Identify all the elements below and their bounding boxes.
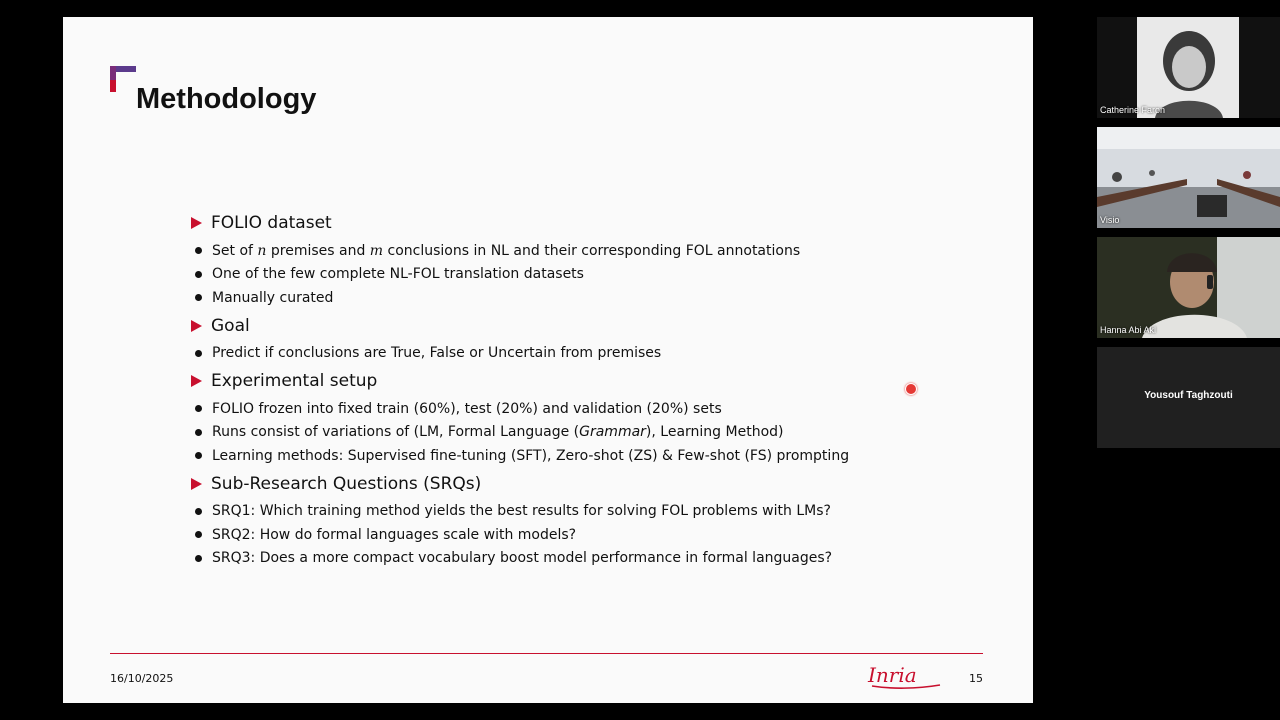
triangle-bullet-icon xyxy=(191,217,202,229)
list-item-text: Manually curated xyxy=(212,289,334,306)
list-item-text: Runs consist of variations of (LM, Formal Language (Grammar), Learning Method) xyxy=(212,424,784,441)
section-heading xyxy=(191,314,951,338)
participant-name: Yousouf Taghzouti xyxy=(1144,390,1233,401)
section-heading xyxy=(191,369,951,393)
bullet-dot-icon xyxy=(195,350,202,357)
triangle-bullet-icon xyxy=(191,478,202,490)
list-item-text: Set of n premises and m conclusions in NL and their corresponding FOL annotations xyxy=(212,242,801,259)
bullet-dot-icon xyxy=(195,531,202,538)
video-feed-person-icon xyxy=(1097,237,1280,338)
list-item-text: Predict if conclusions are True, False or Uncertain from premises xyxy=(212,345,662,362)
list-item xyxy=(191,421,951,445)
inria-logo xyxy=(866,663,942,691)
bullet-dot-icon xyxy=(195,247,202,254)
list-item xyxy=(191,547,951,571)
section-folio-dataset xyxy=(191,211,951,310)
list-item xyxy=(191,239,951,263)
section-heading-label: Experimental setup xyxy=(211,371,378,391)
list-item-text: FOLIO frozen into fixed train (60%), test (20%) and validation (20%) sets xyxy=(212,400,722,417)
bullet-dot-icon xyxy=(195,271,202,278)
bullet-dot-icon xyxy=(195,452,202,459)
svg-text:Inria: Inria xyxy=(868,663,917,687)
participant-name: Hanna Abi Akl xyxy=(1100,325,1157,335)
section-heading-label: Goal xyxy=(211,315,250,336)
footer-divider xyxy=(110,653,983,654)
slide-content xyxy=(191,211,951,574)
math-variable-n: n xyxy=(257,242,267,259)
participant-tile[interactable] xyxy=(1097,347,1280,448)
video-feed-person-icon xyxy=(1097,17,1280,118)
bullet-dot-icon xyxy=(195,429,202,436)
bullet-dot-icon xyxy=(195,555,202,562)
list-item xyxy=(191,263,951,287)
list-item-text: SRQ3: Does a more compact vocabulary boost model performance in formal languages? xyxy=(212,550,833,567)
list-item-text: One of the few complete NL-FOL translation datasets xyxy=(212,266,584,283)
participant-name: Visio xyxy=(1100,215,1120,225)
video-feed-room-icon xyxy=(1097,127,1280,228)
section-heading xyxy=(191,211,951,235)
list-item xyxy=(191,286,951,310)
list-item xyxy=(191,523,951,547)
participant-name: Catherine Faron xyxy=(1100,105,1166,115)
triangle-bullet-icon xyxy=(191,320,202,332)
section-sub-research-questions xyxy=(191,472,951,571)
list-item-text: Learning methods: Supervised fine-tuning (SFT), Zero-shot (ZS) & Few-shot (FS) prompting xyxy=(212,447,850,464)
list-item xyxy=(191,500,951,524)
bullet-dot-icon xyxy=(195,508,202,515)
section-heading xyxy=(191,472,951,496)
list-item-text: SRQ1: Which training method yields the best results for solving FOL problems with LMs? xyxy=(212,503,831,520)
page-number: 15 xyxy=(969,672,983,685)
participant-tile[interactable] xyxy=(1097,127,1280,228)
laser-pointer-icon xyxy=(905,383,917,395)
section-goal xyxy=(191,314,951,366)
triangle-bullet-icon xyxy=(191,375,202,387)
math-variable-m: m xyxy=(369,242,384,259)
list-item xyxy=(191,444,951,468)
list-item xyxy=(191,342,951,366)
section-heading-label: Sub-Research Questions (SRQs) xyxy=(211,473,482,494)
participant-tile[interactable] xyxy=(1097,17,1280,118)
section-experimental-setup xyxy=(191,369,951,468)
bullet-dot-icon xyxy=(195,294,202,301)
bullet-dot-icon xyxy=(195,405,202,412)
list-item-text: SRQ2: How do formal languages scale with models? xyxy=(212,526,577,543)
list-item xyxy=(191,397,951,421)
section-heading-label: FOLIO dataset xyxy=(211,213,332,233)
participant-tile[interactable] xyxy=(1097,237,1280,338)
corner-mark-logo xyxy=(110,66,136,92)
slide-title: Methodology xyxy=(136,83,317,115)
footer-date: 16/10/2025 xyxy=(110,672,174,685)
presentation-slide xyxy=(63,17,1033,703)
grammar-italic: Grammar xyxy=(579,424,646,441)
